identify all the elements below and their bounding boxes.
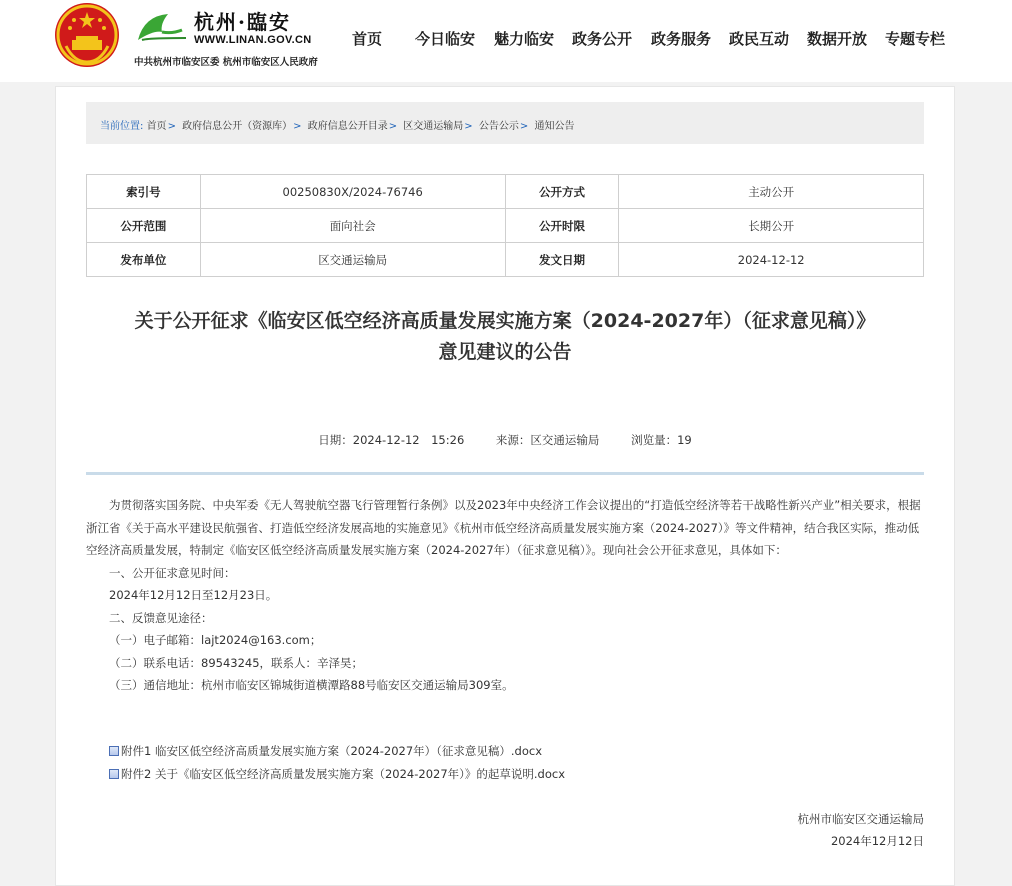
publish-date: 日期：2024-12-12 15:26: [318, 433, 465, 447]
breadcrumb-info-disclosure[interactable]: 政府信息公开（资源库）: [182, 121, 293, 132]
body-paragraph: 2024年12月12日至12月23日。: [109, 588, 278, 602]
meta-value: 2024-12-12: [619, 243, 924, 277]
breadcrumb-separator: >: [293, 121, 302, 132]
breadcrumb-separator: >: [167, 121, 176, 132]
breadcrumb-transport-bureau[interactable]: 区交通运输局: [403, 121, 464, 132]
document-file-icon: [109, 746, 119, 756]
meta-key: 公开方式: [505, 175, 619, 209]
nav-item-home[interactable]: 首页: [352, 30, 383, 48]
nav-item-charm-linan[interactable]: 魅力临安: [494, 30, 555, 48]
meta-value: 主动公开: [619, 175, 924, 209]
ginkgo-leaf-logo-icon: [134, 10, 190, 46]
meta-key: 公开范围: [87, 209, 201, 243]
site-header: [0, 0, 1012, 82]
meta-value: 面向社会: [200, 209, 505, 243]
table-row: [87, 209, 924, 243]
article-source: 来源：区交通运输局: [495, 433, 600, 447]
body-paragraph: （二）联系电话：89543245，联系人：辛泽昊；: [109, 655, 364, 670]
national-emblem-icon: [54, 2, 120, 68]
body-paragraph: 二、反馈意见途径：: [109, 610, 213, 625]
body-paragraph: （三）通信地址：杭州市临安区锦城街道横潭路88号临安区交通运输局309室。: [109, 678, 514, 692]
nav-item-gov-services[interactable]: 政务服务: [651, 30, 712, 48]
breadcrumb-home[interactable]: 首页: [146, 121, 167, 132]
logo-subtitle: 中共杭州市临安区委 杭州市临安区人民政府: [134, 57, 318, 68]
breadcrumb-notices[interactable]: 通知公告: [534, 121, 575, 132]
breadcrumb-disclosure-catalog[interactable]: 政府信息公开目录: [307, 121, 388, 132]
document-file-icon: [109, 769, 119, 779]
logo-title: 杭州·臨安: [194, 10, 291, 34]
breadcrumb: [86, 102, 924, 144]
breadcrumb-label: 当前位置:: [100, 121, 144, 132]
meta-value: 00250830X/2024-76746: [200, 175, 505, 209]
article-info: [86, 432, 924, 448]
body-paragraph: 为贯彻落实国务院、中央军委《无人驾驶航空器飞行管理暂行条例》以及2023年中央经济工作会议提出的“打造低空经济等若干战略性新兴产业”相关要求，根据浙江省《关于高水平建设民航强省、打造低空经济发展高地的实施意见》《杭州市低空经济高质量发展实施方案（2024-2027）》等文件精神，结合我区实际，推动低空经济高质量发展，特制定《临安区低空经济高质量发展实施方案（2024-2027年）（征求意见稿）》。现向社会公开征求意见，具体如下：: [86, 498, 921, 557]
meta-key: 索引号: [87, 175, 201, 209]
nav-item-interaction[interactable]: 政民互动: [729, 30, 790, 48]
document-meta-table: [86, 174, 924, 277]
article-title-line: 意见建议的公告: [438, 341, 572, 363]
breadcrumb-separator: >: [388, 121, 398, 132]
meta-value: 区交通运输局: [200, 243, 505, 277]
nav-item-gov-affairs[interactable]: 政务公开: [572, 30, 633, 48]
nav-item-open-data[interactable]: 数据开放: [807, 30, 868, 48]
attachment-link-2[interactable]: [109, 766, 565, 782]
signature-org: 杭州市临安区交通运输局: [797, 812, 924, 826]
meta-value: 长期公开: [619, 209, 924, 243]
attachment-name: 附件2 关于《临安区低空经济高质量发展实施方案（2024-2027年）》的起草说明.docx: [121, 767, 566, 781]
divider: [86, 472, 924, 475]
breadcrumb-announcements[interactable]: 公告公示: [478, 121, 519, 132]
meta-key: 发文日期: [505, 243, 619, 277]
meta-key: 发布单位: [87, 243, 201, 277]
breadcrumb-separator: >: [519, 121, 529, 132]
view-count: 浏览量：19: [631, 433, 692, 447]
breadcrumb-separator: >: [464, 121, 473, 132]
article-body: [86, 494, 924, 697]
attachment-link-1[interactable]: [109, 743, 542, 759]
signature-date: 2024年12月12日: [830, 834, 924, 848]
meta-key: 公开时限: [505, 209, 619, 243]
nav-item-today-linan[interactable]: 今日临安: [415, 30, 476, 48]
article-title-line: 关于公开征求《临安区低空经济高质量发展实施方案（2024-2027年）（征求意见稿）》: [134, 310, 876, 332]
body-paragraph: （一）电子邮箱：lajt2024@163.com；: [109, 633, 322, 647]
attachment-name: 附件1 临安区低空经济高质量发展实施方案（2024-2027年）（征求意见稿）.docx: [121, 744, 543, 758]
logo-url: WWW.LINAN.GOV.CN: [194, 34, 312, 46]
body-paragraph: 一、公开征求意见时间：: [109, 565, 236, 580]
nav-item-special-topics[interactable]: 专题专栏: [885, 30, 946, 48]
table-row: [87, 243, 924, 277]
article-title: [86, 306, 924, 368]
table-row: [87, 175, 924, 209]
